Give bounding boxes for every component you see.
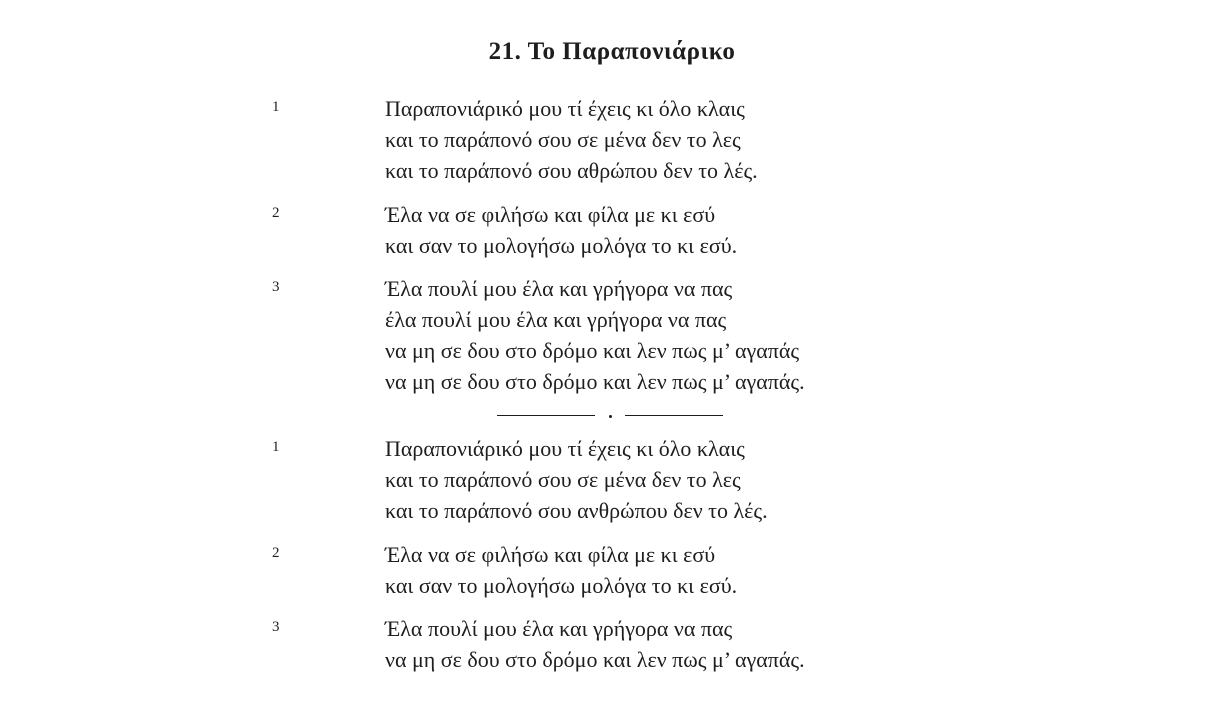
stanza-number: 2 — [272, 205, 280, 221]
verse-line: και σαν το μολογήσω μολόγα το κι εσύ. — [385, 233, 738, 258]
verse-line: και το παράπονό σου σε μένα δεν το λες — [385, 467, 741, 492]
verse-line: Έλα να σε φιλήσω και φίλα με κι εσύ — [385, 542, 716, 567]
separator-line-right — [625, 415, 723, 416]
verse-line: Παραπονιάρικό μου τί έχεις κι όλο κλαις — [385, 436, 745, 461]
separator-line-left — [497, 415, 595, 416]
verse-line: Έλα πουλί μου έλα και γρήγορα να πας — [385, 276, 733, 301]
separator-dot — [609, 415, 612, 418]
stanza-number: 3 — [272, 279, 280, 295]
verse-line: να μη σε δου στο δρόμο και λεν πως μ’ αγαπάς. — [385, 369, 805, 394]
verse-line: Παραπονιάρικό μου τί έχεις κι όλο κλαις — [385, 96, 745, 121]
verse-line: να μη σε δου στο δρόμο και λεν πως μ’ αγαπάς. — [385, 647, 805, 672]
verse-line: και το παράπονό σου σε μένα δεν το λες — [385, 127, 741, 152]
verse-line: να μη σε δου στο δρόμο και λεν πως μ’ αγαπάς — [385, 338, 800, 363]
verse-line: και το παράπονό σου ανθρώπου δεν το λές. — [385, 498, 768, 523]
verse-line: και το παράπονό σου αθρώπου δεν το λές. — [385, 158, 758, 183]
verse-line: Έλα να σε φιλήσω και φίλα με κι εσύ — [385, 202, 716, 227]
verse-line: και σαν το μολογήσω μολόγα το κι εσύ. — [385, 573, 738, 598]
stanza-number: 3 — [272, 619, 280, 635]
song-title: 21. Το Παραπονιάρικο — [488, 38, 736, 65]
stanza-number: 1 — [272, 99, 280, 115]
stanza-number: 2 — [272, 545, 280, 561]
section-separator — [497, 408, 723, 420]
verse-line: έλα πουλί μου έλα και γρήγορα να πας — [385, 307, 727, 332]
stanza-number: 1 — [272, 439, 280, 455]
verse-line: Έλα πουλί μου έλα και γρήγορα να πας — [385, 616, 733, 641]
